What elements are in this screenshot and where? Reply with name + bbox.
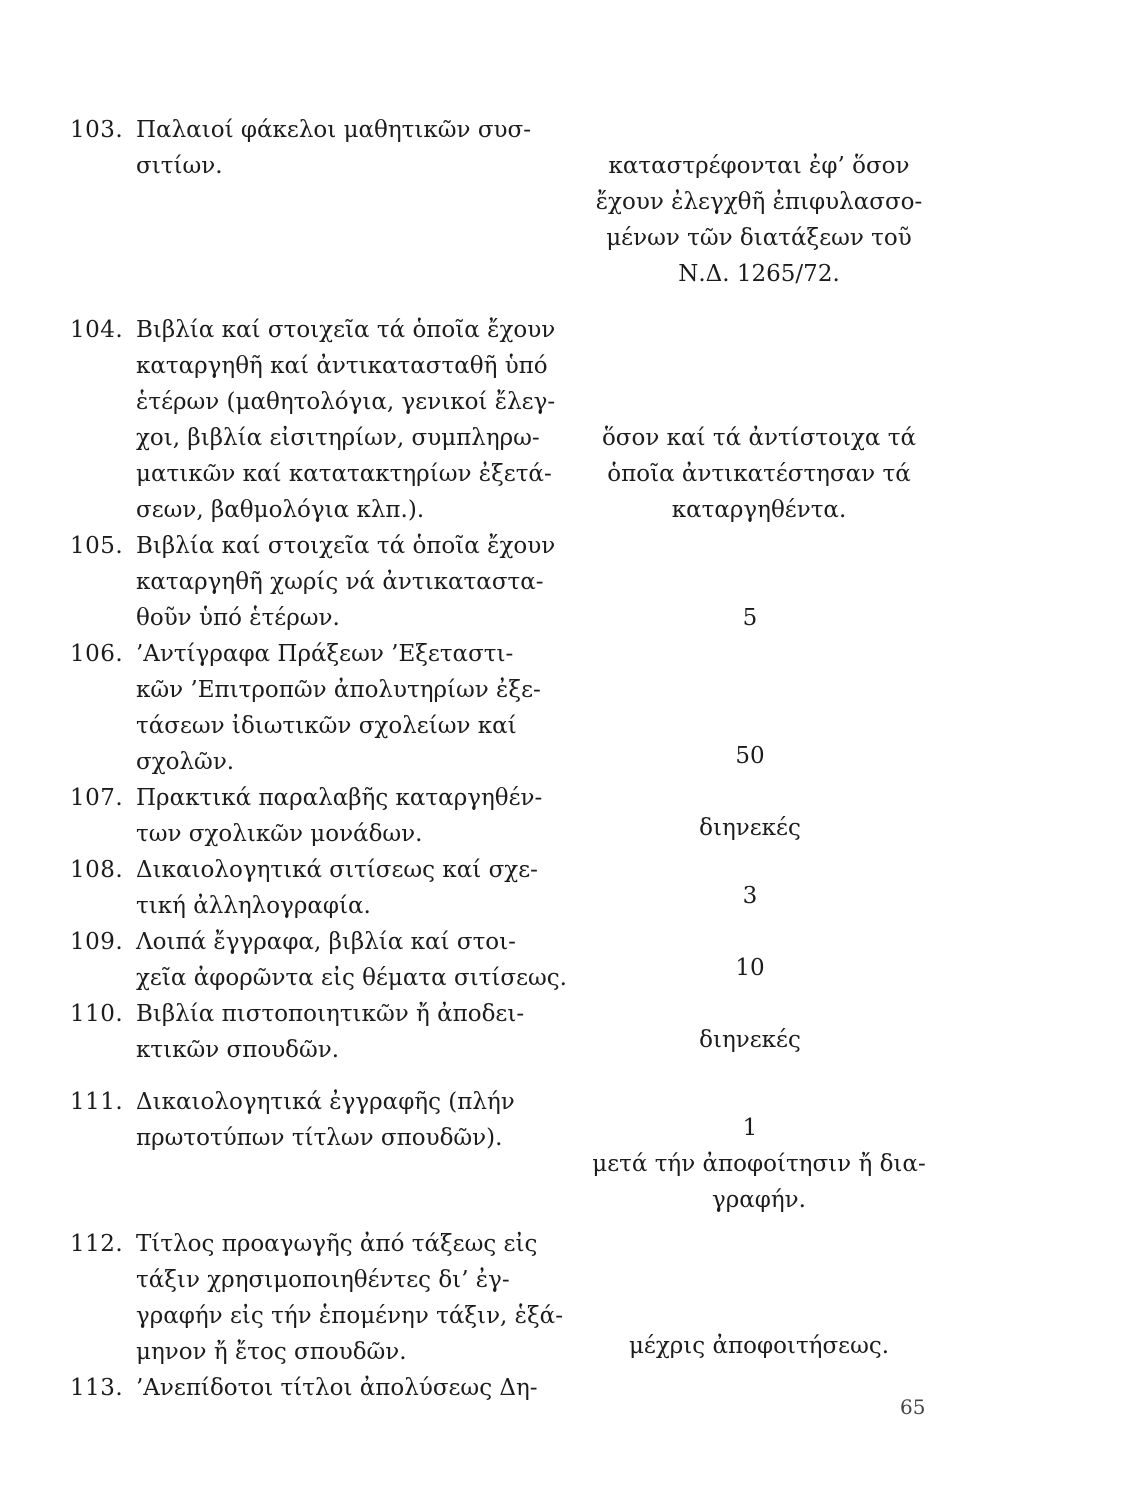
entry-text-line: καταργηθῆ καί ἀντικατασταθῆ ὑπό [136,353,548,379]
entry-number: 110. [70,1001,124,1027]
entry-number: 103. [70,117,124,143]
entry-number: 111. [70,1089,124,1115]
retention-text-line: 3 [742,883,758,909]
retention-text-line: 10 [735,955,765,981]
retention-text-line: μέχρις ἀποφοιτήσεως. [628,1333,890,1359]
entry-number: 109. [70,929,124,955]
entry-text-line: ἑτέρων (μαθητολόγια, γενικοί ἔλεγ- [136,389,556,415]
entry-number: 112. [70,1231,124,1257]
entry-text-line: Δικαιολογητικά ἐγγραφῆς (πλήν [136,1089,515,1115]
entry-number: 104. [70,317,124,343]
retention-text-line: καταργηθέντα. [671,497,847,523]
retention-text-line: μένων τῶν διατάξεων τοῦ [606,225,912,251]
entry-text-line: Βιβλία καί στοιχεῖα τά ὁποῖα ἔχουν [136,317,556,343]
retention-text-line: ἔχουν ἐλεγχθῆ ἐπιφυλασσο- [595,189,923,215]
entry-number: 108. [70,857,124,883]
entry-number: 105. [70,533,124,559]
retention-text-line: ὁποῖα ἀντικατέστησαν τά [607,461,911,487]
entry-text-line: ’Ανεπίδοτοι τίτλοι ἀπολύσεως Δη- [136,1375,538,1401]
retention-text-line: γραφήν. [712,1187,806,1213]
entry-text-line: τάσεων ἰδιωτικῶν σχολείων καί [136,713,517,739]
retention-text-line: καταστρέφονται ἐφ’ ὅσον [608,153,910,179]
page-number: 65 [900,1395,926,1419]
retention-text-line: Ν.Δ. 1265/72. [678,261,840,287]
entry-text-line: Παλαιοί φάκελοι μαθητικῶν συσ- [136,117,531,143]
entry-text-line: των σχολικῶν μονάδων. [136,821,423,847]
retention-text-line: 1 [742,1115,758,1141]
entry-text-line: κτικῶν σπουδῶν. [136,1037,340,1063]
entry-text-line: Πρακτικά παραλαβῆς καταργηθέν- [136,785,543,811]
entry-text-line: τική ἀλληλογραφία. [136,893,371,919]
retention-text-line: 5 [742,605,758,631]
entry-number: 107. [70,785,124,811]
entry-text-line: μηνον ἤ ἔτος σπουδῶν. [136,1339,407,1365]
entry-text-line: Βιβλία πιστοποιητικῶν ἤ ἀποδει- [136,1001,525,1027]
entry-text-line: Τίτλος προαγωγῆς ἀπό τάξεως εἰς [136,1231,538,1257]
entry-text-line: γραφήν εἰς τήν ἑπομένην τάξιν, ἑξά- [136,1303,563,1329]
retention-text-line: διηνεκές [699,815,801,841]
retention-text-line: 50 [735,743,765,769]
entry-text-line: Λοιπά ἔγγραφα, βιβλία καί στοι- [136,929,516,955]
entry-text-line: καταργηθῆ χωρίς νά ἀντικαταστα- [136,569,544,595]
entry-text-line: Δικαιολογητικά σιτίσεως καί σχε- [136,857,538,883]
entry-text-line: ’Αντίγραφα Πράξεων ’Εξεταστι- [136,641,514,667]
entry-text-line: Βιβλία καί στοιχεῖα τά ὁποῖα ἔχουν [136,533,556,559]
retention-text-line: διηνεκές [699,1027,801,1053]
entry-text-line: πρωτοτύπων τίτλων σπουδῶν). [136,1125,503,1151]
entry-text-line: σεων, βαθμολόγια κλπ.). [136,497,425,523]
entry-text-line: ματικῶν καί κατατακτηρίων ἐξετά- [136,461,552,487]
retention-text-line: μετά τήν ἀποφοίτησιν ἤ δια- [592,1151,926,1177]
entry-text-line: χοι, βιβλία εἰσιτηρίων, συμπληρω- [136,425,540,451]
entry-text-line: θοῦν ὑπό ἑτέρων. [136,605,340,631]
retention-text-line: ὅσον καί τά ἀντίστοιχα τά [601,425,917,451]
entry-text-line: κῶν ’Επιτροπῶν ἀπολυτηρίων ἐξε- [136,677,541,703]
entry-text-line: τάξιν χρησιμοποιηθέντες δι’ ἐγ- [136,1267,510,1293]
entry-text-line: σιτίων. [136,153,223,179]
entry-text-line: χεῖα ἀφορῶντα εἰς θέματα σιτίσεως. [136,965,567,991]
entry-text-line: σχολῶν. [136,749,235,775]
entry-number: 113. [70,1375,124,1401]
entry-number: 106. [70,641,124,667]
